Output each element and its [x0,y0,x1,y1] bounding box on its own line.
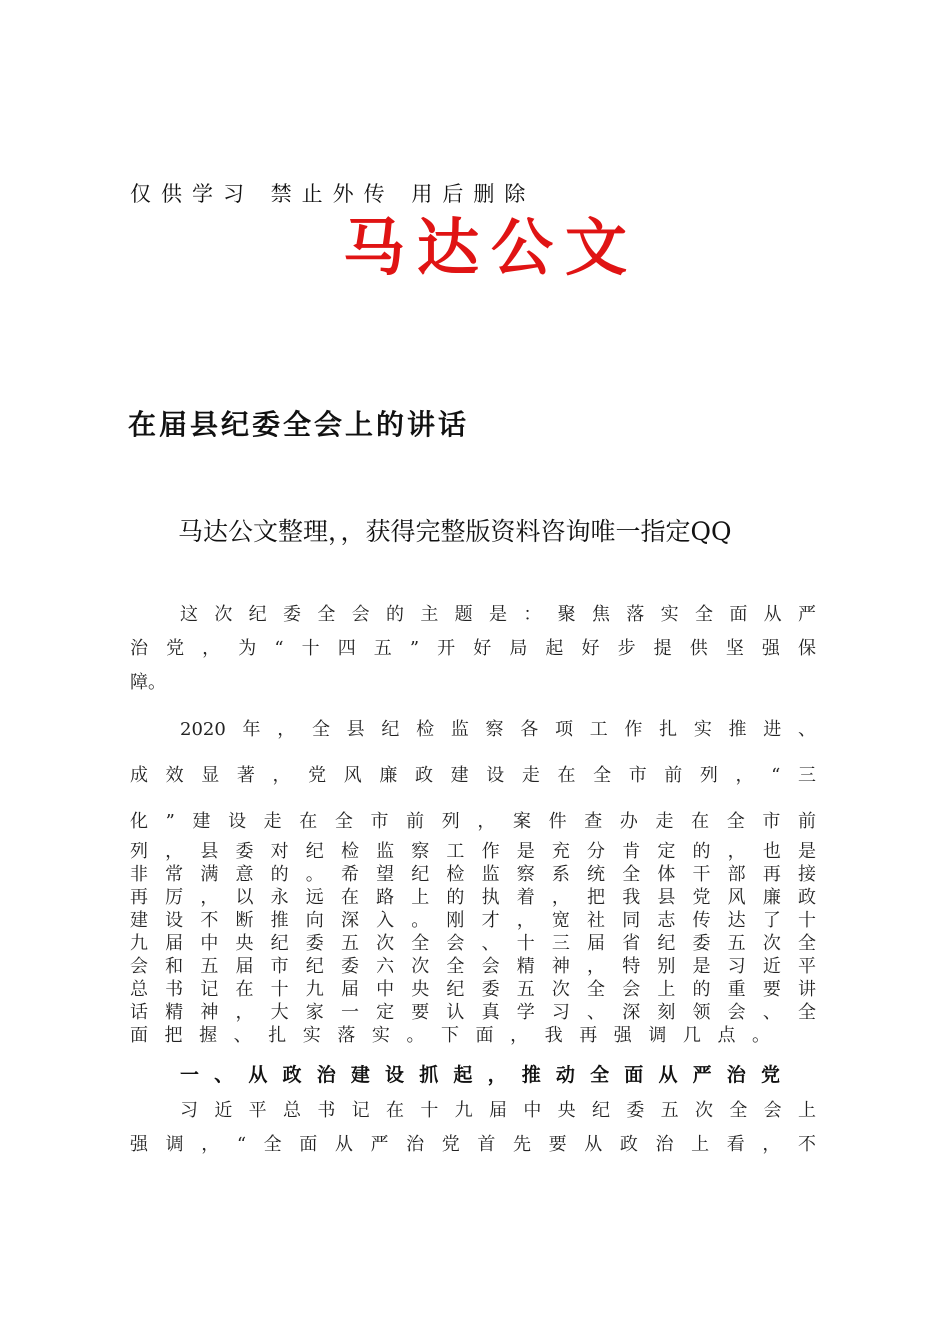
text-line: 习近平总书记在十九届中央纪委五次全会上 [180,1100,816,1121]
section-heading: 一、从政治建设抓起，推动全面从严治党 [180,1064,780,1086]
dense-paragraph [130,840,816,1047]
text-line: 话精神，大家一定要认真学习、深刻领会、全 [130,1002,816,1023]
text-line: 非常满意的。希望纪检监察系统全体干部再接 [130,864,816,885]
text-line: 强调，“全面从严治党首先要从政治上看，不 [130,1134,816,1155]
text-line: 总书记在十九届中央纪委五次全会上的重要讲 [130,979,816,1000]
brand-logo-text: 马达公文 [343,211,640,284]
achievement-paragraph [130,707,816,845]
text-line: 会和五届市纪委六次全会精神，特别是习近平 [130,956,816,977]
text-line: 2020年，全县纪检监察各项工作扎实推进、 [180,719,816,740]
text-line: 面把握、扎实落实。下面，我再强调几点。 [130,1025,770,1046]
text-line: 化”建设走在全市前列，案件查办走在全市前 [130,811,816,832]
text-line: 建设不断推向深入。刚才，宽社同志传达了十 [130,910,816,931]
distribution-notice: 仅供学习 禁止外传 用后删除 [130,182,536,206]
text-line: 治党，为“十四五”开好局起好步提供坚强保 [130,638,816,659]
final-paragraph [130,1094,816,1162]
text-line: 成效显著，党风廉政建设走在全市前列，“三 [130,765,816,786]
text-line: 障。 [130,672,166,693]
text-line: 再厉，以永远在路上的执着，把我县党风廉政 [130,887,816,908]
text-line: 这次纪委全会的主题是：聚焦落实全面从严 [180,604,816,625]
document-title: 在届县纪委全会上的讲话 [128,408,470,441]
text-line: 列，县委对纪检监察工作是充分肯定的，也是 [130,841,816,862]
text-line: 九届中央纪委五次全会、十三届省纪委五次全 [130,933,816,954]
theme-paragraph [130,598,816,700]
lead-paragraph: 马达公文整理，，获得完整版资料咨询唯一指定QQ [178,517,732,546]
